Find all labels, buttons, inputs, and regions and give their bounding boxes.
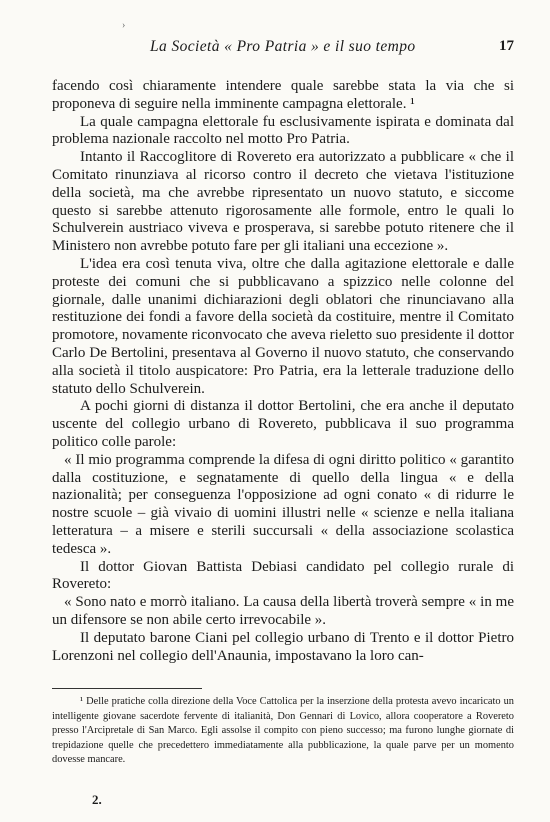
quoted-program: « Il mio programma comprende la difesa di ogni diritto politico « garantito dalla costituzione, e segnatamente di quello della lingua « e della nazionalità; per conseguenza l'opposizione ad ogni conato « di ridurre le nostre scuole – già vivaio di uomini illustri nelle « scienze e nella italiana letteratura – a misere e sterili succursali « della associazione scolastica tedesca ». [52,451,514,557]
paragraph: La quale campagna elettorale fu esclusivamente ispirata e dominata dal problema nazionale raccolto nel motto Pro Patria. [52,113,514,148]
paragraph: Intanto il Raccoglitore di Rovereto era autorizzato a pubblicare « che il Comitato rinunziava al ricorso contro il decreto che vietava l'istituzione della società, ma che avrebbe ripresentato un nuovo statuto, e siccome questo si sarebbe attenuto rigorosamente alle formole, entro le quali lo Schulverein austriaco viveva e prosperava, si sarebbe potuto ritenere che il Ministero non avrebbe potuto fare per gli italiani una eccezione ». [52,149,514,255]
main-text [52,78,514,665]
paragraph: A pochi giorni di distanza il dottor Bertolini, che era anche il deputato uscente del collegio urbano di Rovereto, pubblicava il suo programma politico colle parole: [52,398,514,450]
paragraph: Il dottor Giovan Battista Debiasi candidato pel collegio rurale di Rovereto: [52,558,514,593]
paragraph: facendo così chiaramente intendere quale sarebbe stata la via che si proponeva di seguire nella imminente campagna elettorale. ¹ [52,78,514,112]
footnote: ¹ Delle pratiche colla direzione della Voce Cattolica per la inserzione della protesta avevo incaricato un intelligente giovane sacerdote fervente di italianità, Don Gennari di Lovico, allora cooperatore a Rovereto presso l'Arcipretale di San Marco. Egli assolse il compito con pieno successo; ma furono lunghe giornate di trepidazione quelle che precedettero immediatamente alla pubblicazione, la quale parve per un momento dovesse mancare. [52,696,514,766]
printer-signature: 2. [92,792,102,807]
quoted-statement: « Sono nato e morrò italiano. La causa della libertà troverà sempre « in me un difensore se non abile certo irrevocabile ». [52,594,514,628]
page-number: 17 [499,38,514,54]
running-title: La Società « Pro Patria » e il suo tempo [150,38,416,55]
paragraph: Il deputato barone Ciani pel collegio urbano di Trento e il dottor Pietro Lorenzoni nel collegio dell'Anaunia, impostavano la loro can- [52,629,514,664]
book-page [52,0,514,822]
footnotes [52,688,514,768]
footnote-divider [52,688,202,689]
margin-mark: › [122,20,126,31]
running-header [52,38,514,62]
paragraph: L'idea era così tenuta viva, oltre che dalla agitazione elettorale e dalle proteste dei comuni che si pubblicavano a spizzico nelle colonne del giornale, dalle unanimi dichiarazioni degli oblatori che rinunciavano alla restituzione dei fondi a favore della società da costituire, mentre il Comitato promotore, novamente riconvocato che aveva rieletto suo presidente il dottor Carlo De Bertolini, presentava al Governo il nuovo statuto, che conservando alla società il titolo auspicatore: Pro Patria, era la letterale traduzione dello statuto dello Schulverein. [52,255,514,397]
